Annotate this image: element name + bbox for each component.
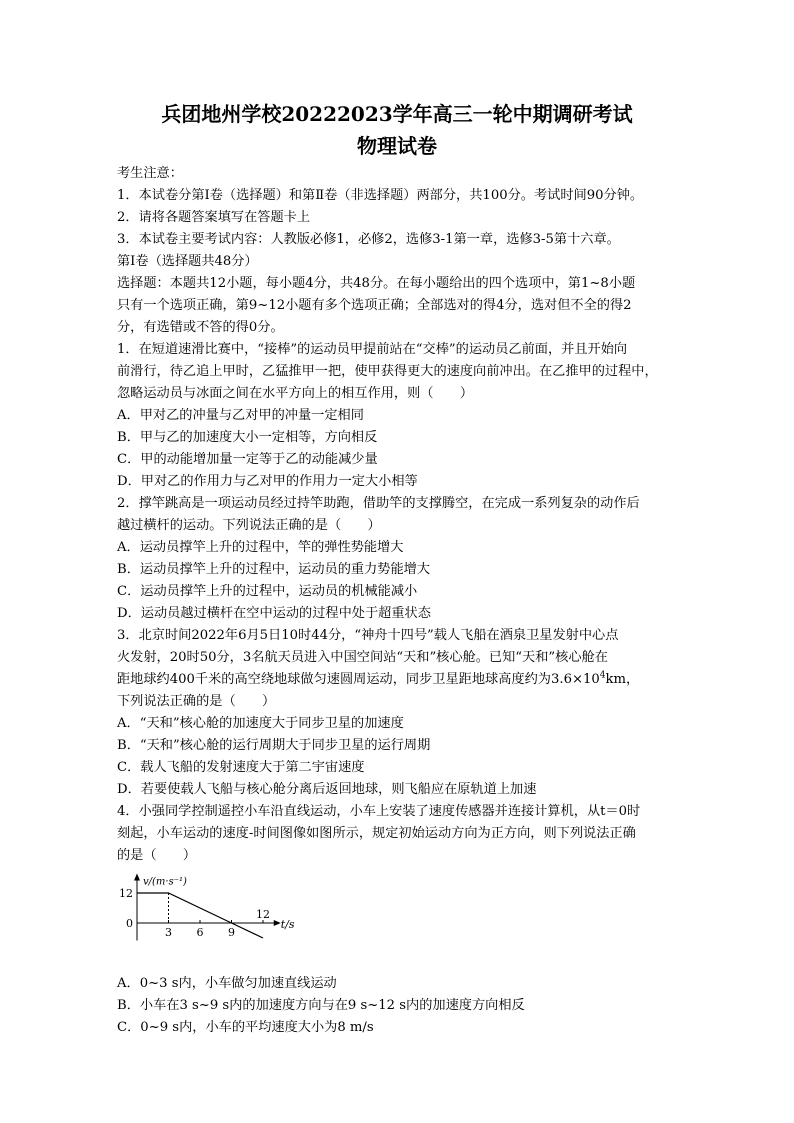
q1-stem: 1．在短道速滑比赛中，“接棒”的运动员甲提前站在“交棒”的运动员乙前面，并且开始向 [117, 342, 628, 357]
q1-option-b: B．甲与乙的加速度大小一定相等，方向相反 [117, 430, 378, 445]
q3-option-c: C．载人飞船的发射速度大于第二宇宙速度 [117, 760, 365, 775]
q3-stem-unit: km， [605, 672, 640, 687]
q1-option-a: A．甲对乙的冲量与乙对甲的冲量一定相同 [117, 408, 364, 423]
q4-stem: 4．小强同学控制遥控小车沿直线运动，小车上安装了速度传感器并连接计算机，从t＝0时 [117, 804, 641, 819]
x-tick-label: 9 [228, 926, 235, 939]
vt-graph [117, 869, 317, 969]
y-axis-label: v/(m·s⁻¹) [143, 876, 187, 888]
q3-stem: 火发射，20时50分，3名航天员进入中国空间站“天和”核心舱。已知“天和”核心舱在 [117, 650, 608, 665]
q1-option-c: C．甲的动能增加量一定等于乙的动能减少量 [117, 452, 378, 467]
q3-option-b: B．“天和”核心舱的运行周期大于同步卫星的运行周期 [117, 738, 431, 753]
q3-option-a: A．“天和”核心舱的加速度大于同步卫星的加速度 [117, 716, 404, 731]
x-tick-label: 3 [165, 926, 172, 939]
y-axis-arrow [134, 874, 140, 881]
section-heading: 第Ⅰ卷（选择题共48分） [117, 254, 258, 269]
notice-item: 1．本试卷分第Ⅰ卷（选择题）和第Ⅱ卷（非选择题）两部分，共100分。考试时间90分钟。 [117, 188, 644, 203]
y-tick-label: 12 [119, 887, 133, 900]
notice-item: 3．本试卷主要考试内容：人教版必修1，必修2，选修3-1第一章，选修3-5第十六章。 [117, 232, 620, 247]
q3-exponent: 4 [599, 670, 606, 681]
exam-title: 兵团地州学校20222023学年高三一轮中期调研考试 [161, 102, 633, 126]
q1-option-d: D．甲对乙的作用力与乙对甲的作用力一定大小相等 [117, 474, 418, 489]
q2-stem: 越过横杆的运动。下列说法正确的是（ ） [117, 518, 381, 533]
x-axis-label: t/s [280, 918, 295, 931]
notice-item: 2．请将各题答案填写在答题卡上 [117, 210, 311, 225]
q4-stem: 刻起，小车运动的速度-时间图像如图所示，规定初始运动方向为正方向，则下列说法正确 [117, 826, 636, 841]
q1-stem: 忽略运动员与冰面之间在水平方向上的相互作用，则（ ） [117, 386, 474, 401]
q3-stem: 下列说法正确的是（ ） [117, 694, 276, 709]
q3-stem-line [117, 669, 697, 691]
q2-option-c: C．运动员撑竿上升的过程中，运动员的机械能减小 [117, 584, 418, 599]
exam-body [117, 163, 697, 1039]
q2-stem: 2．撑竿跳高是一项运动员经过持竿助跑，借助竿的支撑腾空，在完成一系列复杂的动作后 [117, 496, 640, 511]
section-instruction: 分，有选错或不答的得0分。 [117, 320, 284, 335]
q4-option-a: A．0~3 s内，小车做匀加速直线运动 [117, 976, 337, 991]
q2-option-d: D．运动员越过横杆在空中运动的过程中处于超重状态 [117, 606, 431, 621]
q3-stem-text: 距地球约400千米的高空绕地球做匀速圆周运动，同步卫星距地球高度约为3.6×10 [117, 672, 600, 687]
x-tick-label: 6 [196, 926, 204, 939]
x-tick-label: 12 [256, 908, 270, 921]
vt-graph-svg [117, 869, 317, 969]
q2-option-b: B．运动员撑竿上升的过程中，运动员的重力势能增大 [117, 562, 431, 577]
q4-stem: 的是（ ） [117, 848, 197, 863]
exam-subtitle: 物理试卷 [357, 134, 437, 158]
q3-option-d: D．若要使载人飞船与核心舱分离后返回地球，则飞船应在原轨道上加速 [117, 782, 537, 797]
section-instruction: 选择题：本题共12小题，每小题4分，共48分。在每小题给出的四个选项中，第1~8小题 [117, 276, 636, 291]
section-instruction: 只有一个选项正确，第9~12小题有多个选项正确；全部选对的得4分，选对但不全的得2 [117, 298, 632, 313]
q4-option-b: B．小车在3 s~9 s内的加速度方向与在9 s~12 s内的加速度方向相反 [117, 998, 525, 1013]
x-axis-arrow [274, 920, 281, 926]
q3-stem: 3．北京时间2022年6月5日10时44分，“神舟十四号”载人飞船在酒泉卫星发射中心点 [117, 628, 619, 643]
q4-option-c: C．0~9 s内，小车的平均速度大小为8 m/s [117, 1020, 374, 1035]
y-tick-label: 0 [126, 917, 133, 930]
notice-heading: 考生注意： [117, 166, 183, 181]
q1-stem: 前滑行，待乙追上甲时，乙猛推甲一把，使甲获得更大的速度向前冲出。在乙推甲的过程中， [117, 364, 658, 379]
q2-option-a: A．运动员撑竿上升的过程中，竿的弹性势能增大 [117, 540, 404, 555]
